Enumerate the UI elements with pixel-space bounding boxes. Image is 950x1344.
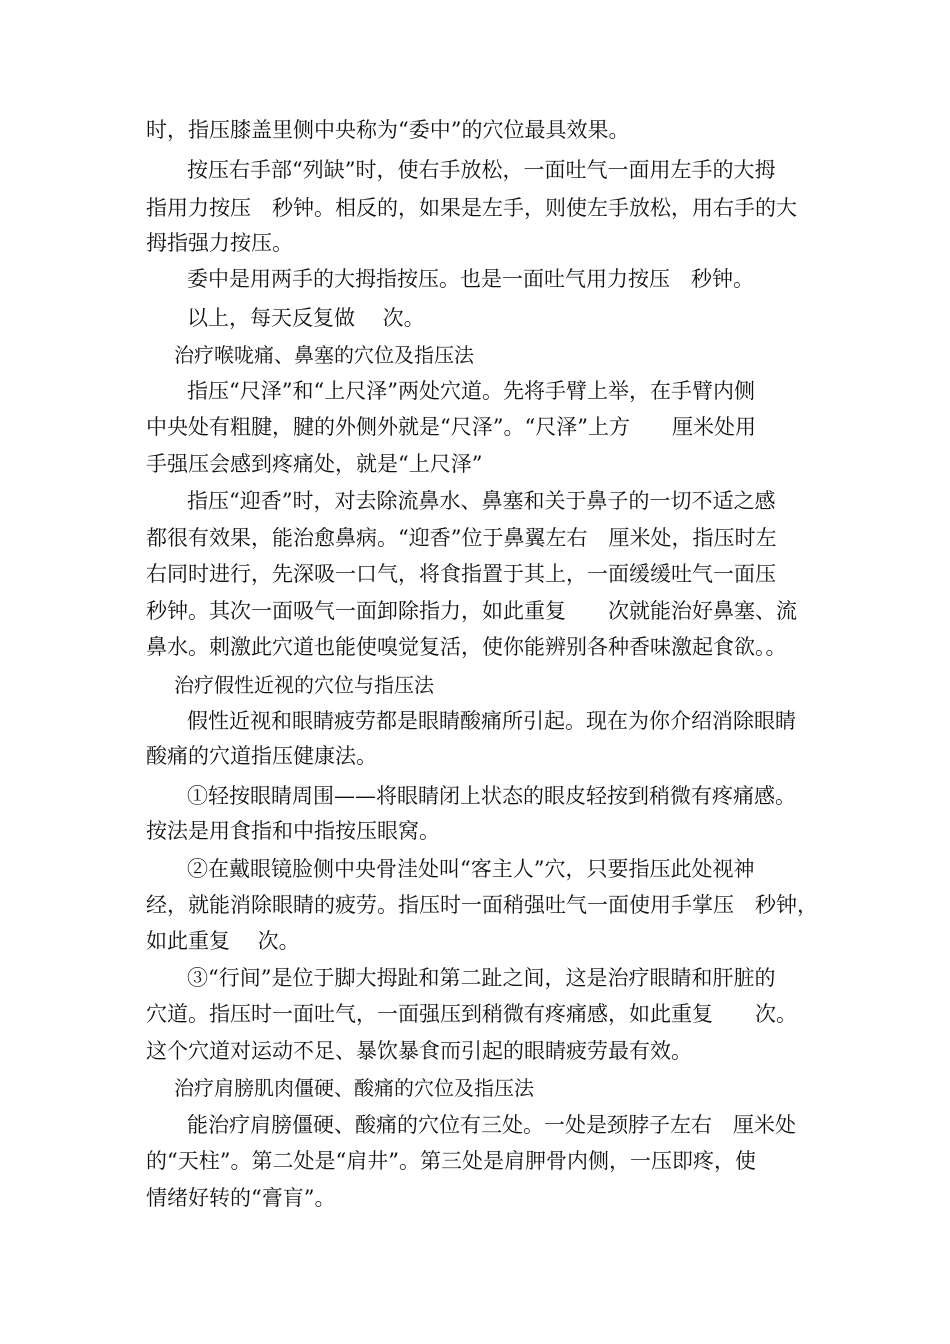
- section-heading: 治疗假性近视的穴位与指压法: [174, 673, 434, 697]
- text-line: 指压“迎香”时，对去除流鼻水、鼻塞和关于鼻子的一切不适之感: [187, 489, 776, 513]
- text-line: ①轻按眼睛周围——将眼睛闭上状态的眼皮轻按到稍微有疼痛感。: [187, 784, 796, 808]
- text-line: 这个穴道对运动不足、暴饮暴食而引起的眼睛疲劳最有效。: [146, 1039, 692, 1063]
- text-line: 都很有效果，能治愈鼻病。“迎香”位于鼻翼左右 厘米处，指压时左: [146, 526, 777, 550]
- text-line: 指压“尺泽”和“上尺泽”两处穴道。先将手臂上举，在手臂内侧: [187, 379, 755, 403]
- text-line: ②在戴眼镜脸侧中央骨洼处叫“客主人”穴，只要指压此处视神: [187, 857, 755, 881]
- text-line: 委中是用两手的大拇指按压。也是一面吐气用力按压 秒钟。: [187, 267, 754, 291]
- text-line: ③“行间”是位于脚大拇趾和第二趾之间，这是治疗眼睛和肝脏的: [187, 966, 776, 990]
- text-line: 能治疗肩膀僵硬、酸痛的穴位有三处。一处是颈脖子左右 厘米处: [187, 1113, 796, 1137]
- text-line: 指用力按压 秒钟。相反的，如果是左手，则使左手放松，用右手的大: [146, 196, 797, 220]
- section-heading: 治疗肩膀肌肉僵硬、酸痛的穴位及指压法: [174, 1076, 534, 1100]
- text-line: 鼻水。刺激此穴道也能使嗅觉复活，使你能辨别各种香味激起食欲。。: [146, 635, 787, 659]
- text-line: 的“天柱”。第二处是“肩井”。第三处是肩胛骨内侧，一压即疼，使: [146, 1149, 756, 1173]
- text-line: 右同时进行，先深吸一口气，将食指置于其上，一面缓缓吐气一面压: [146, 562, 776, 586]
- text-line: 手强压会感到疼痛处，就是“上尺泽”: [146, 452, 483, 476]
- text-line: 按压右手部“列缺”时，使右手放松，一面吐气一面用左手的大拇: [187, 158, 776, 182]
- text-line: 穴道。指压时一面吐气，一面强压到稍微有疼痛感，如此重复 次。: [146, 1002, 797, 1026]
- text-line: 以上，每天反复做 次。: [187, 306, 425, 330]
- text-line: 情绪好转的“膏肓”。: [146, 1186, 336, 1210]
- section-heading: 治疗喉咙痛、鼻塞的穴位及指压法: [174, 343, 474, 367]
- text-line: 经，就能消除眼睛的疲劳。指压时一面稍强吐气一面使用手掌压 秒钟，: [146, 893, 818, 917]
- text-line: 按法是用食指和中指按压眼窝。: [146, 819, 440, 843]
- text-line: 如此重复 次。: [146, 929, 300, 953]
- text-line: 假性近视和眼睛疲劳都是眼睛酸痛所引起。现在为你介绍消除眼睛: [187, 709, 796, 733]
- text-line: 秒钟。其次一面吸气一面卸除指力，如此重复 次就能治好鼻塞、流: [146, 599, 797, 623]
- text-line: 酸痛的穴道指压健康法。: [146, 744, 377, 768]
- text-line: 拇指强力按压。: [146, 231, 293, 255]
- text-line: 中央处有粗腱，腱的外侧外就是“尺泽”。“尺泽”上方 厘米处用: [146, 415, 756, 439]
- text-line: 时，指压膝盖里侧中央称为“委中”的穴位最具效果。: [146, 118, 630, 142]
